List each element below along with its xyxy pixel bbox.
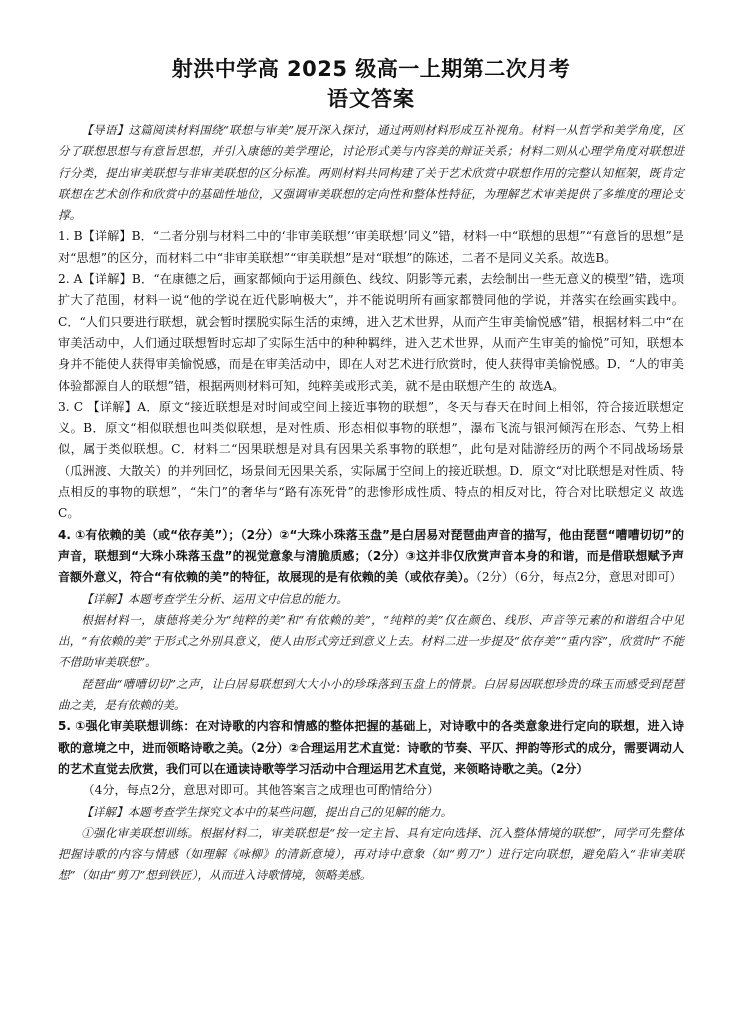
answer-q5-score: （4分，每点2分，意思对即可。其他答案言之成理也可酌情给分） xyxy=(82,783,440,798)
document-title: 射洪中学高 2025 级高一上期第二次月考 xyxy=(171,57,571,81)
answer-q5-detail: 【详解】本题考查学生探究文本中的某些问题，提出自己的见解的能力。 xyxy=(81,804,453,819)
answer-q4-detail: 【详解】本题考查学生分析、运用文中信息的能力。 xyxy=(81,591,348,606)
answer-sheet-page xyxy=(58,54,684,887)
answer-q4-analysis-2: 琵琶曲“嘈嘈切切”之声，让白居易联想到大大小小的珍珠落到玉盘上的情景。白居易因联想珍贵的珠玉而感受到琵琶曲之美，是有依赖的美。 xyxy=(58,676,684,713)
document-subtitle: 语文答案 xyxy=(327,87,415,111)
answer-q4-score: （2分）（6分，每点2分，意思对即可） xyxy=(475,570,682,585)
answer-q1: 1. B【详解】B．“二者分别与材料二中的‘非审美联想’‘审美联想’同义”错，材料一中“联想的思想”“有意旨的思想”是对“思想”的区分，而材料二中“非审美联想”“审美联想”是对“联想”的陈述，二者不是同义关系。故选B。 xyxy=(58,229,684,265)
answer-q4-analysis-1: 根据材料一，康德将美分为“纯粹的美”和“有依赖的美”，“纯粹的美”仅在颜色、线形、声音等元素的和谐组合中见出，“有依赖的美”于形式之外别具意义，使人由形式旁迁到意义上去。材料二进一步提及“依存美”“重内容”，欣赏时“不能不借助审美联想”。 xyxy=(58,612,684,670)
answer-q3: 3. C 【详解】A．原文“接近联想是对时间或空间上接近事物的联想”，冬天与春天在时间上相邻，符合接近联想定义。B．原文“相似联想也叫类似联想，是对性质、形态相似事物的联想”，瀑布飞流与银河倾泻在形态、气势上相似，属于类似联想。C．材料二“因果联想是对具有因果关系事物的联想”，此句是对陆游经历的两个不同战场场景（瓜洲渡、大散关）的并列回忆，场景间无因果关系，实际属于空间上的接近联想。D．原文“对比联想是对性质、特点相反的事物的联想”，“朱门”的奢华与“路有冻死骨”的悲惨形成性质、特点的相反对比，符合对比联想定义 故选C。 xyxy=(58,399,684,521)
answer-q4-main: 4. ①有依赖的美（或“依存美”）；（2分）②“大珠小珠落玉盘”是白居易对琵琶曲声音的描写，他由琵琶“嘈嘈切切”的声音，联想到“大珠小珠落玉盘”的视觉意象与清脆质感；（2分）③这并非仅欣赏声音本身的和谐，而是借联想赋予声音额外意义，符合“有依赖的美”的特征，故展现的是有依赖的美（或依存美）。 xyxy=(58,527,684,585)
answer-q2: 2. A【详解】B．“在康德之后，画家都倾向于运用颜色、线纹、阴影等元素，去绘制出一些无意义的模型”错，选项扩大了范围，材料一说“他的学说在近代影响极大”，并不能说明所有画家都赞同他的学说，并落实在绘画实践中。C．“人们只要进行联想，就会暂时摆脱实际生活的束缚，进入艺术世界，从而产生审美愉悦感”错，根据材料二中“在审美活动中，人们通过联想暂时忘却了实际生活中的种种羁绊，进入艺术世界，从而产生审美的愉悦”可知，联想本身并不能使人获得审美愉悦感，而是在审美活动中，即在人对艺术进行欣赏时，使人获得审美愉悦感。D．“人的审美体验都源自人的联想”错，根据两则材料可知，纯粹美或形式美，就不是由联想产生的 故选A。 xyxy=(58,272,684,393)
answer-q5-main: 5. ①强化审美联想训练：在对诗歌的内容和情感的整体把握的基础上，对诗歌中的各类意象进行定向的联想，进入诗歌的意境之中，进而领略诗歌之美。（2分）②合理运用艺术直觉：诗歌的节奏、平仄、押韵等形式的成分，需要调动人的艺术直觉去欣赏，我们可以在通读诗歌等学习活动中合理运用艺术直觉，来领略诗歌之美。（2分） xyxy=(58,719,684,776)
answer-q4 xyxy=(58,525,684,589)
answer-q5-analysis-1: ①强化审美联想训练。根据材料二，审美联想是“按一定主旨、具有定向选择、沉入整体情境的联想”，同学可先整体把握诗歌的内容与情感（如理解《咏柳》的清新意境），再对诗中意象（如“剪刀”）进行定向联想，避免陷入“非审美联想”（如由“剪刀”想到铁匠），从而进入诗歌情境，领略美感。 xyxy=(58,825,684,883)
intro-paragraph: 【导语】这篇阅读材料围绕“联想与审美”展开深入探讨，通过两则材料形成互补视角。材料一从哲学和美学角度，区分了联想思想与有意旨思想，并引入康德的美学理论，讨论形式美与内容美的辩证关系；材料二则从心理学角度对联想进行分类，提出审美联想与非审美联想的区分标准。两则材料共同构建了关于艺术欣赏中联想作用的完整认知框架，既肯定联想在艺术创作和欣赏中的基础性地位，又强调审美联想的定向性和整体性特征，为理解艺术审美提供了多维度的理论支撑。 xyxy=(58,123,684,223)
